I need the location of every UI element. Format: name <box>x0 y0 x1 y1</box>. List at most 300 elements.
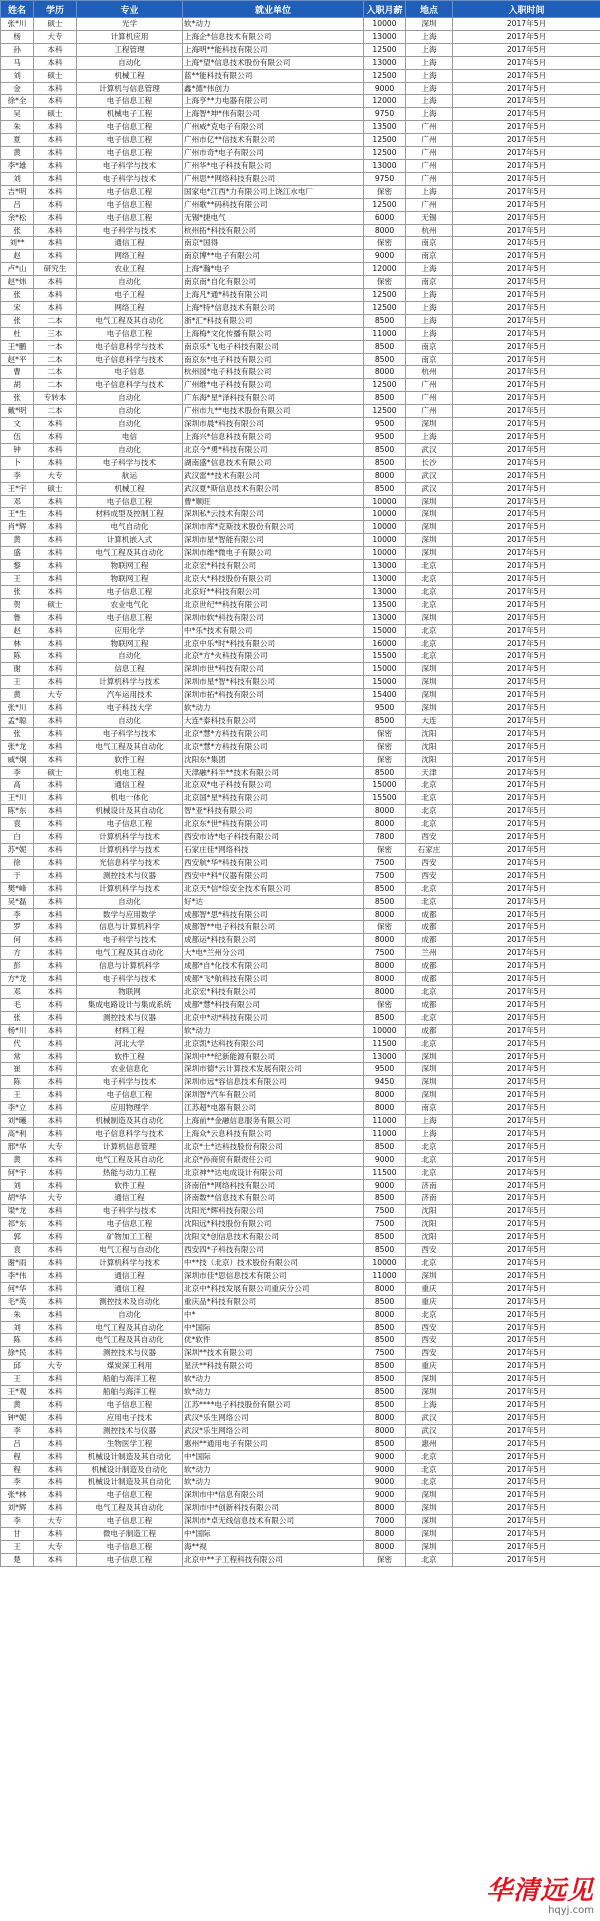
cell-major: 测控技术与仪器 <box>77 869 183 882</box>
table-row <box>1 18 600 31</box>
cell-education: 本科 <box>34 1437 77 1450</box>
cell-education: 大专 <box>34 1515 77 1528</box>
cell-start-date: 2017年5月 <box>453 985 600 998</box>
cell-employer: 深圳中**纪新能源有限公司 <box>183 1050 364 1063</box>
cell-start-date: 2017年5月 <box>453 560 600 573</box>
cell-education: 本科 <box>34 1089 77 1102</box>
cell-location: 上海 <box>406 327 453 340</box>
cell-employer: 惠州**通用电子有限公司 <box>183 1437 364 1450</box>
cell-education: 本科 <box>34 82 77 95</box>
cell-major: 电气自动化 <box>77 521 183 534</box>
table-row <box>1 263 600 276</box>
table-row <box>1 1257 600 1270</box>
cell-location: 深圳 <box>406 534 453 547</box>
cell-major: 计算机科学与技术 <box>77 676 183 689</box>
cell-major: 电子信息工程 <box>77 1398 183 1411</box>
cell-education: 硕士 <box>34 482 77 495</box>
cell-employer: 软*动力 <box>183 1373 364 1386</box>
cell-start-date: 2017年5月 <box>453 1269 600 1282</box>
cell-name: 梁*龙 <box>1 1205 34 1218</box>
cell-start-date: 2017年5月 <box>453 611 600 624</box>
table-row <box>1 469 600 482</box>
cell-employer: 南京乐*飞电子科技有限公司 <box>183 340 364 353</box>
cell-employer: 北京国*星*科技有限公司 <box>183 792 364 805</box>
cell-start-date: 2017年5月 <box>453 1424 600 1437</box>
cell-major: 自动化 <box>77 1308 183 1321</box>
cell-salary: 15000 <box>364 624 406 637</box>
cell-employer: 深圳市德*云计算技术发展有限公司 <box>183 1063 364 1076</box>
cell-employer: 北京东*世*科技有限公司 <box>183 818 364 831</box>
header-salary: 入职月薪 <box>364 1 406 18</box>
cell-name: 王*川 <box>1 792 34 805</box>
cell-location: 广州 <box>406 159 453 172</box>
cell-education: 一本 <box>34 340 77 353</box>
cell-location: 深圳 <box>406 1528 453 1541</box>
cell-salary: 保密 <box>364 753 406 766</box>
cell-salary: 10000 <box>364 1257 406 1270</box>
cell-salary: 11500 <box>364 1037 406 1050</box>
cell-start-date: 2017年5月 <box>453 443 600 456</box>
cell-start-date: 2017年5月 <box>453 1218 600 1231</box>
cell-name: 李 <box>1 1476 34 1489</box>
cell-salary: 8500 <box>364 766 406 779</box>
cell-employer: 软*动力 <box>183 1024 364 1037</box>
cell-salary: 8500 <box>364 1321 406 1334</box>
cell-education: 本科 <box>34 250 77 263</box>
cell-name: 戴*明 <box>1 405 34 418</box>
table-row <box>1 572 600 585</box>
cell-location: 沈阳 <box>406 727 453 740</box>
table-row <box>1 985 600 998</box>
header-name: 姓名 <box>1 1 34 18</box>
cell-employer: 广州威*克电子有限公司 <box>183 121 364 134</box>
cell-salary: 10000 <box>364 508 406 521</box>
cell-major: 电子科学与技术 <box>77 224 183 237</box>
cell-location: 北京 <box>406 1308 453 1321</box>
cell-salary: 9000 <box>364 1476 406 1489</box>
table-row <box>1 547 600 560</box>
cell-major: 材料工程 <box>77 1024 183 1037</box>
table-row <box>1 108 600 121</box>
cell-education: 本科 <box>34 1373 77 1386</box>
cell-salary: 16000 <box>364 637 406 650</box>
cell-education: 本科 <box>34 1050 77 1063</box>
cell-name: 杜 <box>1 327 34 340</box>
cell-education: 本科 <box>34 676 77 689</box>
table-row <box>1 1037 600 1050</box>
cell-start-date: 2017年5月 <box>453 1373 600 1386</box>
cell-name: 余*松 <box>1 211 34 224</box>
cell-employer: 北京凯*达科技有限公司 <box>183 1037 364 1050</box>
cell-location: 北京 <box>406 598 453 611</box>
cell-education: 本科 <box>34 714 77 727</box>
cell-name: 朱 <box>1 1308 34 1321</box>
cell-location: 广州 <box>406 134 453 147</box>
table-row <box>1 69 600 82</box>
cell-major: 电子科学与技术 <box>77 727 183 740</box>
cell-name: 钟 <box>1 443 34 456</box>
cell-education: 本科 <box>34 211 77 224</box>
table-row <box>1 1050 600 1063</box>
cell-employer: 上海兴*信息科技有限公司 <box>183 431 364 444</box>
table-row <box>1 637 600 650</box>
cell-start-date: 2017年5月 <box>453 753 600 766</box>
cell-salary: 8000 <box>364 469 406 482</box>
cell-salary: 8000 <box>364 1282 406 1295</box>
table-row <box>1 224 600 237</box>
table-row <box>1 1515 600 1528</box>
cell-major: 计算机科学与技术 <box>77 1257 183 1270</box>
cell-employer: 杭州拓*科技有限公司 <box>183 224 364 237</box>
cell-education: 本科 <box>34 585 77 598</box>
cell-start-date: 2017年5月 <box>453 431 600 444</box>
cell-employer: 深圳市星*智能有限公司 <box>183 534 364 547</box>
cell-employer: 深圳市远*容信息技术有限公司 <box>183 1076 364 1089</box>
cell-name: 刘 <box>1 69 34 82</box>
cell-major: 计算机科学与技术 <box>77 882 183 895</box>
cell-employer: 广州市九**电技术股份有限公司 <box>183 405 364 418</box>
cell-education: 本科 <box>34 792 77 805</box>
cell-education: 本科 <box>34 1257 77 1270</box>
cell-employer: 无锡*捷电气 <box>183 211 364 224</box>
cell-education: 本科 <box>34 431 77 444</box>
cell-salary: 8500 <box>364 1011 406 1024</box>
cell-education: 本科 <box>34 1463 77 1476</box>
cell-employer: 北京双*电子科技有限公司 <box>183 779 364 792</box>
table-row <box>1 211 600 224</box>
cell-start-date: 2017年5月 <box>453 134 600 147</box>
cell-name: 张 <box>1 727 34 740</box>
cell-education: 本科 <box>34 134 77 147</box>
cell-location: 西安 <box>406 856 453 869</box>
cell-education: 本科 <box>34 1347 77 1360</box>
cell-salary: 8500 <box>364 1386 406 1399</box>
cell-name: 孟*聪 <box>1 714 34 727</box>
cell-location: 沈阳 <box>406 740 453 753</box>
cell-name: 赵 <box>1 624 34 637</box>
cell-start-date: 2017年5月 <box>453 147 600 160</box>
cell-major: 软件工程 <box>77 753 183 766</box>
cell-major: 电子科学与技术 <box>77 172 183 185</box>
cell-name: 赵*炜 <box>1 276 34 289</box>
cell-employer: 江苏超*电器有限公司 <box>183 1102 364 1115</box>
cell-education: 本科 <box>34 1528 77 1541</box>
table-row <box>1 908 600 921</box>
cell-start-date: 2017年5月 <box>453 82 600 95</box>
cell-education: 本科 <box>34 947 77 960</box>
table-row <box>1 392 600 405</box>
cell-employer: 星沃**科技有限公司 <box>183 1360 364 1373</box>
cell-name: 王*宇 <box>1 482 34 495</box>
cell-education: 本科 <box>34 1115 77 1128</box>
cell-employer: 上海企*信息技术有限公司 <box>183 30 364 43</box>
cell-major: 信息与计算机科学 <box>77 960 183 973</box>
cell-name: 李 <box>1 469 34 482</box>
cell-employer: 广东海*星*泽科技有限公司 <box>183 392 364 405</box>
table-row <box>1 869 600 882</box>
cell-employer: 成都*飞*航科技有限公司 <box>183 973 364 986</box>
table-row <box>1 1528 600 1541</box>
cell-start-date: 2017年5月 <box>453 1411 600 1424</box>
cell-salary: 9750 <box>364 172 406 185</box>
cell-education: 硕士 <box>34 598 77 611</box>
cell-employer: 好*达 <box>183 895 364 908</box>
cell-employer: 优*软件 <box>183 1334 364 1347</box>
cell-education: 本科 <box>34 637 77 650</box>
table-row <box>1 1102 600 1115</box>
cell-location: 深圳 <box>406 1502 453 1515</box>
cell-major: 测控技术及自动化 <box>77 1295 183 1308</box>
cell-major: 电子信息工程 <box>77 611 183 624</box>
cell-employer: 大连*泰科技有限公司 <box>183 714 364 727</box>
table-row <box>1 714 600 727</box>
cell-start-date: 2017年5月 <box>453 69 600 82</box>
cell-name: 郭 <box>1 1231 34 1244</box>
cell-start-date: 2017年5月 <box>453 650 600 663</box>
table-row <box>1 1334 600 1347</box>
table-row <box>1 366 600 379</box>
table-row <box>1 1089 600 1102</box>
cell-name: 高*利 <box>1 1127 34 1140</box>
cell-location: 深圳 <box>406 508 453 521</box>
header-start-date: 入职时间 <box>453 1 600 18</box>
cell-location: 北京 <box>406 572 453 585</box>
cell-location: 大连 <box>406 714 453 727</box>
cell-education: 硕士 <box>34 766 77 779</box>
cell-employer: 南京南*自化有限公司 <box>183 276 364 289</box>
cell-salary: 9500 <box>364 1063 406 1076</box>
cell-location: 上海 <box>406 314 453 327</box>
cell-employer: 软*动力 <box>183 702 364 715</box>
table-row <box>1 895 600 908</box>
cell-name: 张*川 <box>1 18 34 31</box>
table-row <box>1 1424 600 1437</box>
table-row <box>1 43 600 56</box>
cell-education: 本科 <box>34 1127 77 1140</box>
table-row <box>1 624 600 637</box>
cell-salary: 保密 <box>364 921 406 934</box>
cell-salary: 8000 <box>364 366 406 379</box>
cell-start-date: 2017年5月 <box>453 831 600 844</box>
cell-start-date: 2017年5月 <box>453 405 600 418</box>
cell-start-date: 2017年5月 <box>453 973 600 986</box>
cell-name: 方*龙 <box>1 973 34 986</box>
cell-employer: 济南佰**网络科技有限公司 <box>183 1179 364 1192</box>
cell-salary: 8500 <box>364 1192 406 1205</box>
table-row <box>1 147 600 160</box>
cell-salary: 15000 <box>364 676 406 689</box>
cell-major: 电子信息工程 <box>77 1218 183 1231</box>
cell-salary: 8000 <box>364 805 406 818</box>
cell-major: 物联网 <box>77 985 183 998</box>
cell-salary: 9000 <box>364 1489 406 1502</box>
cell-name: 李 <box>1 1515 34 1528</box>
cell-location: 成都 <box>406 960 453 973</box>
table-row <box>1 611 600 624</box>
table-row <box>1 727 600 740</box>
cell-name: 苏*妮 <box>1 844 34 857</box>
cell-major: 电气工程及其自动化 <box>77 1334 183 1347</box>
cell-salary: 13500 <box>364 598 406 611</box>
cell-salary: 8500 <box>364 1334 406 1347</box>
cell-name: 彭 <box>1 960 34 973</box>
cell-start-date: 2017年5月 <box>453 534 600 547</box>
cell-name: 邓 <box>1 985 34 998</box>
cell-start-date: 2017年5月 <box>453 585 600 598</box>
cell-name: 何*宇 <box>1 1166 34 1179</box>
cell-employer: 北京中乐*时*科技有限公司 <box>183 637 364 650</box>
cell-name: 吴*磊 <box>1 895 34 908</box>
cell-salary: 12500 <box>364 147 406 160</box>
cell-start-date: 2017年5月 <box>453 1089 600 1102</box>
cell-employer: 上海明**能科技有限公司 <box>183 43 364 56</box>
cell-location: 兰州 <box>406 947 453 960</box>
cell-education: 本科 <box>34 1476 77 1489</box>
cell-salary: 12500 <box>364 405 406 418</box>
cell-start-date: 2017年5月 <box>453 1398 600 1411</box>
cell-location: 深圳 <box>406 1373 453 1386</box>
table-row <box>1 1553 600 1566</box>
cell-start-date: 2017年5月 <box>453 108 600 121</box>
cell-start-date: 2017年5月 <box>453 327 600 340</box>
cell-major: 电气工程及其自动化 <box>77 314 183 327</box>
cell-location: 沈阳 <box>406 753 453 766</box>
cell-start-date: 2017年5月 <box>453 508 600 521</box>
cell-salary: 13000 <box>364 1050 406 1063</box>
cell-name: 钟*妮 <box>1 1411 34 1424</box>
cell-salary: 保密 <box>364 727 406 740</box>
cell-start-date: 2017年5月 <box>453 1166 600 1179</box>
cell-employer: 软*动力 <box>183 1386 364 1399</box>
table-row <box>1 82 600 95</box>
cell-location: 杭州 <box>406 224 453 237</box>
cell-employer: 沈阳文*创信息技术有限公司 <box>183 1231 364 1244</box>
cell-start-date: 2017年5月 <box>453 392 600 405</box>
table-row <box>1 1244 600 1257</box>
cell-name: 马 <box>1 56 34 69</box>
cell-education: 本科 <box>34 418 77 431</box>
cell-major: 电子信息工程 <box>77 1489 183 1502</box>
cell-education: 本科 <box>34 1308 77 1321</box>
cell-major: 机电一体化 <box>77 792 183 805</box>
cell-education: 本科 <box>34 727 77 740</box>
table-row <box>1 314 600 327</box>
cell-name: 王 <box>1 572 34 585</box>
cell-name: 金 <box>1 82 34 95</box>
cell-employer: 广州思**网络科技有限公司 <box>183 172 364 185</box>
cell-education: 本科 <box>34 1553 77 1566</box>
cell-start-date: 2017年5月 <box>453 818 600 831</box>
cell-location: 北京 <box>406 1476 453 1489</box>
cell-major: 光学 <box>77 18 183 31</box>
cell-major: 物联网工程 <box>77 637 183 650</box>
cell-salary: 15000 <box>364 779 406 792</box>
cell-major: 计算机嵌入式 <box>77 534 183 547</box>
cell-start-date: 2017年5月 <box>453 159 600 172</box>
cell-salary: 8500 <box>364 1398 406 1411</box>
table-row <box>1 831 600 844</box>
cell-education: 本科 <box>34 895 77 908</box>
cell-start-date: 2017年5月 <box>453 960 600 973</box>
cell-start-date: 2017年5月 <box>453 1308 600 1321</box>
table-row <box>1 1295 600 1308</box>
cell-employer: 深圳市中*信息有限公司 <box>183 1489 364 1502</box>
cell-major: 电信 <box>77 431 183 444</box>
cell-major: 电子信息科学与技术 <box>77 379 183 392</box>
cell-salary: 10000 <box>364 18 406 31</box>
cell-major: 机械设计及其自动化 <box>77 805 183 818</box>
cell-salary: 7500 <box>364 1347 406 1360</box>
cell-start-date: 2017年5月 <box>453 521 600 534</box>
cell-salary: 8000 <box>364 1411 406 1424</box>
cell-employer: 深圳市维*微电子有限公司 <box>183 547 364 560</box>
cell-start-date: 2017年5月 <box>453 869 600 882</box>
cell-employer: 深圳市库*克斯技术股份有限公司 <box>183 521 364 534</box>
cell-employer: 深圳**技术有限公司 <box>183 1347 364 1360</box>
cell-employer: 深圳市拓*科技有限公司 <box>183 689 364 702</box>
cell-name: 吴 <box>1 108 34 121</box>
cell-major: 热能与动力工程 <box>77 1166 183 1179</box>
cell-major: 电子信息工程 <box>77 211 183 224</box>
cell-major: 电子信息工程 <box>77 818 183 831</box>
cell-location: 重庆 <box>406 1282 453 1295</box>
cell-salary: 8000 <box>364 1528 406 1541</box>
cell-salary: 11000 <box>364 1269 406 1282</box>
table-row <box>1 856 600 869</box>
cell-major: 电子信息科学与技术 <box>77 353 183 366</box>
cell-major: 自动化 <box>77 56 183 69</box>
table-row <box>1 185 600 198</box>
cell-location: 北京 <box>406 882 453 895</box>
cell-location: 深圳 <box>406 611 453 624</box>
cell-salary: 8000 <box>364 1540 406 1553</box>
cell-name: 胡 <box>1 379 34 392</box>
cell-location: 深圳 <box>406 1050 453 1063</box>
cell-location: 成都 <box>406 908 453 921</box>
cell-start-date: 2017年5月 <box>453 1192 600 1205</box>
cell-salary: 8500 <box>364 1373 406 1386</box>
cell-salary: 8000 <box>364 818 406 831</box>
cell-start-date: 2017年5月 <box>453 1347 600 1360</box>
cell-location: 北京 <box>406 779 453 792</box>
cell-location: 上海 <box>406 56 453 69</box>
cell-name: 张 <box>1 314 34 327</box>
table-row <box>1 973 600 986</box>
cell-major: 电子工程 <box>77 289 183 302</box>
cell-location: 南京 <box>406 276 453 289</box>
cell-start-date: 2017年5月 <box>453 1127 600 1140</box>
cell-start-date: 2017年5月 <box>453 895 600 908</box>
cell-employer: 中*国际 <box>183 1450 364 1463</box>
cell-salary: 8500 <box>364 1360 406 1373</box>
cell-location: 北京 <box>406 1153 453 1166</box>
table-row <box>1 327 600 340</box>
cell-salary: 8000 <box>364 1102 406 1115</box>
cell-major: 物联网工程 <box>77 572 183 585</box>
cell-education: 本科 <box>34 456 77 469</box>
cell-salary: 15400 <box>364 689 406 702</box>
cell-salary: 7800 <box>364 831 406 844</box>
cell-location: 广州 <box>406 379 453 392</box>
cell-salary: 10000 <box>364 521 406 534</box>
cell-name: 张 <box>1 289 34 302</box>
cell-salary: 12500 <box>364 69 406 82</box>
cell-education: 本科 <box>34 973 77 986</box>
cell-location: 北京 <box>406 1140 453 1153</box>
cell-location: 北京 <box>406 818 453 831</box>
cell-major: 计算机科学与技术 <box>77 831 183 844</box>
cell-name: 罗 <box>1 921 34 934</box>
